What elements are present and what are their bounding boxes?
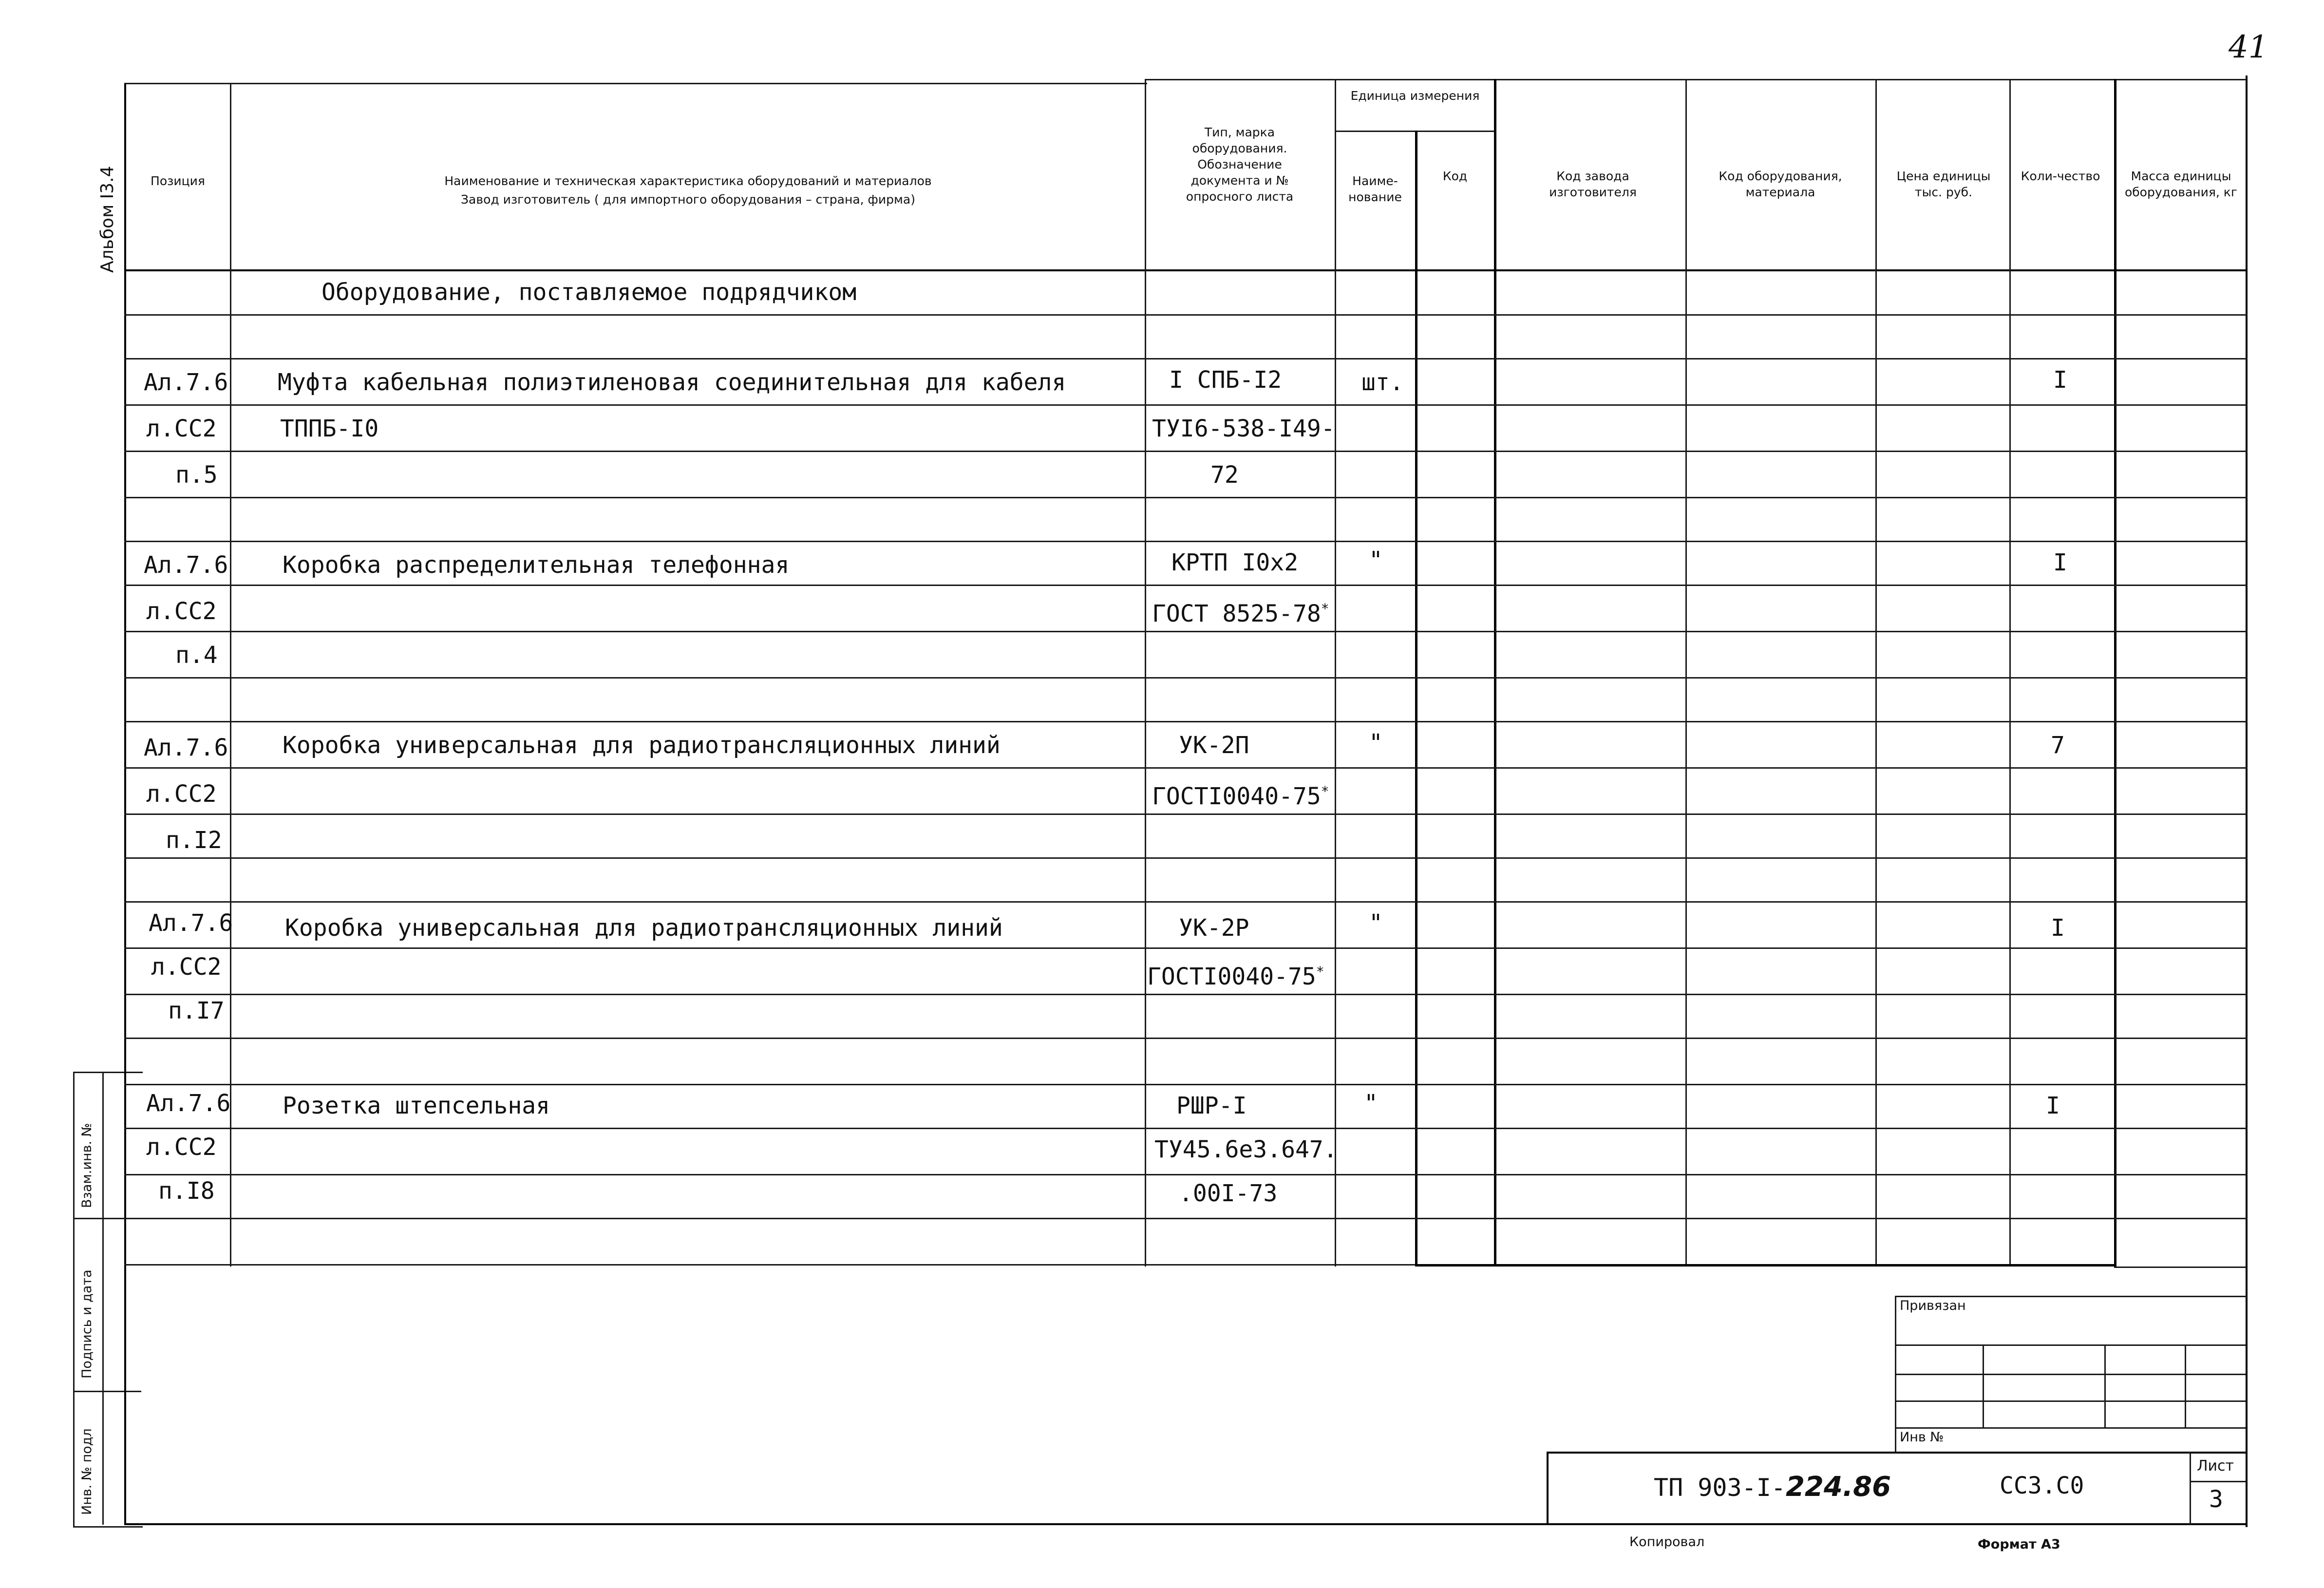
inv-label: Инв № (1900, 1430, 1944, 1445)
item-name: Розетка штепсельная (283, 1092, 550, 1119)
item-type: .00I-73 (1179, 1180, 1278, 1207)
item-position: Ал.7.6 (144, 734, 228, 761)
item-type: 72 (1210, 461, 1239, 489)
header-type-mark: Тип, марка оборудования. Обозначение документа и № опросного листа (1186, 125, 1294, 204)
item-quantity: I (2051, 914, 2065, 942)
item-name: Муфта кабельная полиэтиленовая соединительная для кабеля (278, 369, 1066, 396)
item-quantity: 7 (2051, 732, 2065, 759)
header-unit-name: Наиме-нование (1348, 174, 1402, 204)
item-position: Ал.7.6 (144, 551, 228, 579)
item-position: п.4 (175, 642, 218, 669)
header-price: Цена единицы тыс. руб. (1896, 169, 1991, 199)
page-number: 41 (2229, 29, 2268, 65)
item-type: I СПБ-I2 (1169, 366, 1282, 394)
side-stamp-inv-original: Инв. № подл (79, 1428, 94, 1515)
item-position: л.СС2 (146, 415, 217, 442)
item-type: КРТП I0х2 (1171, 549, 1299, 576)
item-type: ТУ45.6е3.647. (1154, 1136, 1338, 1163)
item-unit: шт. (1361, 369, 1404, 396)
document-designation: ТП 903-I-224.86 (1654, 1471, 1891, 1503)
document-code: СС3.С0 (2000, 1472, 2084, 1499)
item-type: УК-2П (1179, 732, 1249, 759)
header-position: Позиция (151, 174, 205, 188)
item-position: Ал.7.6 (146, 1090, 231, 1117)
header-unit-code: Код (1442, 169, 1468, 183)
item-type: ТУI6-538-I49- (1152, 415, 1335, 442)
item-name: Коробка универсальная для радиотрансляционных линий (283, 732, 1001, 759)
item-name: Коробка универсальная для радиотрансляционных линий (285, 914, 1003, 942)
item-position: л.СС2 (146, 598, 217, 625)
header-name-line2: Завод изготовитель ( для импортного оборудования – страна, фирма) (461, 192, 915, 207)
item-position: п.I7 (168, 997, 225, 1024)
item-unit: " (1369, 547, 1383, 574)
side-stamp-signature-date: Подпись и дата (79, 1269, 94, 1379)
item-quantity: I (2046, 1092, 2060, 1119)
header-name-line1: Наименование и техническая характеристика оборудований и материалов (444, 174, 932, 188)
item-position: л.СС2 (146, 1134, 217, 1161)
item-type: ГОСТ 8525-78* (1152, 600, 1329, 627)
item-type: РШР-I (1176, 1092, 1247, 1119)
item-type: ГОСТI0040-75* (1147, 963, 1324, 990)
item-position: п.I8 (158, 1177, 215, 1205)
item-type: УК-2Р (1179, 914, 1249, 942)
item-name: Коробка распределительная телефонная (283, 551, 790, 579)
item-quantity: I (2053, 549, 2067, 576)
side-stamp-replace-inv: Взам.инв. № (79, 1123, 94, 1208)
item-position: л.СС2 (146, 780, 217, 808)
header-quantity: Коли-чество (2021, 169, 2100, 183)
header-mass: Масса единицы оборудования, кг (2124, 169, 2238, 199)
item-position: л.СС2 (151, 953, 222, 981)
format-label: Формат А3 (1978, 1537, 2060, 1552)
item-quantity: I (2053, 366, 2067, 394)
header-factory-code: Код завода изготовителя (1549, 169, 1637, 199)
header-unit-group: Единица измерения (1350, 89, 1480, 103)
sheet-number: 3 (2209, 1486, 2223, 1513)
section-title: Оборудование, поставляемое подрядчиком (321, 279, 857, 306)
item-unit: " (1364, 1090, 1378, 1117)
item-position: п.I2 (166, 827, 222, 854)
item-unit: " (1369, 729, 1383, 756)
item-name: ТППБ-I0 (280, 415, 379, 442)
item-type: ГОСТI0040-75* (1152, 783, 1329, 810)
bound-label: Привязан (1900, 1298, 1966, 1313)
album-label: Альбом I3.4 (97, 166, 117, 273)
item-position: Ал.7.6 (149, 909, 233, 937)
item-unit: " (1369, 909, 1383, 937)
copied-label: Копировал (1629, 1534, 1705, 1550)
item-position: Ал.7.6 (144, 369, 228, 396)
sheet-label: Лист (2197, 1457, 2234, 1475)
header-equipment-code: Код оборудования, материала (1719, 169, 1842, 199)
item-position: п.5 (175, 461, 218, 489)
